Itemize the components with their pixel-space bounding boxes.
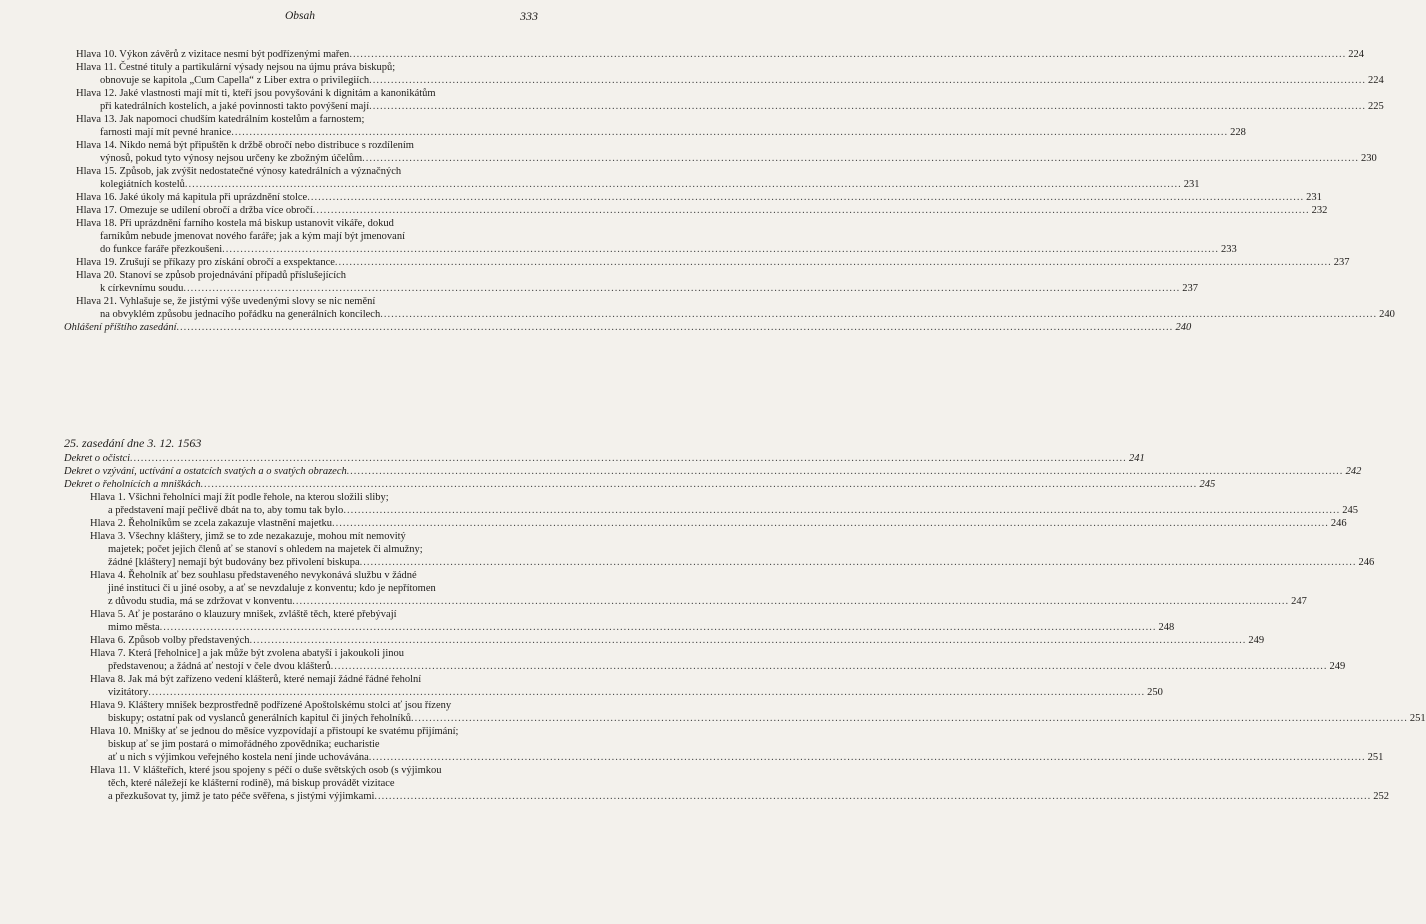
session-heading-date: dne 3. 12. 1563 bbox=[124, 436, 202, 450]
toc-entry-text: Hlava 7. Která [řeholnice] a jak může být zvolena abatyší i jakoukoli jinou bbox=[90, 648, 405, 659]
toc-entry-line bbox=[64, 308, 1395, 321]
page-number: 333 bbox=[520, 9, 538, 23]
toc-entry-line bbox=[64, 48, 1364, 61]
toc-page-number: 231 bbox=[1306, 192, 1322, 203]
toc-entry bbox=[64, 517, 1347, 530]
toc-page-number: 245 bbox=[1342, 505, 1358, 516]
toc-entry-text: a přezkušovat ty, jimž je tato péče svěřena, s jistými výjimkami bbox=[108, 791, 375, 802]
toc-page-number: 231 bbox=[1183, 179, 1200, 190]
toc-entry-text: vizitátory bbox=[108, 687, 149, 698]
toc-entry bbox=[64, 61, 1384, 87]
toc-entry bbox=[64, 530, 1375, 569]
toc-entry-line bbox=[64, 777, 548, 790]
dot-leader bbox=[374, 790, 1371, 803]
toc-entry-text: žádné [kláštery] nemají být budovány bez přivolení biskupa bbox=[108, 557, 360, 568]
toc-entry-text: Hlava 12. Jaké vlastnosti mají mít ti, kteří jsou povyšováni k dignitám a kanonikátům bbox=[76, 88, 436, 99]
toc-entry-text: Hlava 21. Vyhlašuje se, že jistými výše uvedenými slovy se nic nemění bbox=[76, 296, 376, 307]
toc-entry-text: při katedrálních kostelích, a jaké povinnosti takto povýšení mají bbox=[100, 101, 370, 112]
dot-leader bbox=[148, 686, 1145, 699]
dot-leader bbox=[343, 504, 1340, 517]
toc-entry bbox=[64, 321, 1192, 334]
toc-entry-text: Hlava 8. Jak má být zařízeno vedení klášterů, které nemají žádné řádné řeholní bbox=[90, 674, 422, 685]
toc-part2-entries bbox=[64, 452, 1426, 803]
toc-entry bbox=[64, 699, 1426, 725]
toc-page-number: 248 bbox=[1158, 622, 1175, 633]
toc-entry bbox=[64, 48, 1364, 61]
toc-entry-line bbox=[64, 100, 1384, 113]
dot-leader bbox=[185, 178, 1182, 191]
toc-entry-text: Hlava 10. Výkon závěrů z vizitace nesmí být podřízenými mařen bbox=[76, 49, 350, 60]
dot-leader bbox=[380, 308, 1377, 321]
toc-page-number: 250 bbox=[1147, 687, 1163, 698]
toc-page-number: 241 bbox=[1128, 453, 1145, 464]
toc-page-number: 247 bbox=[1291, 596, 1307, 607]
dot-leader bbox=[160, 621, 1157, 634]
toc-entry-text: výnosů, pokud tyto výnosy nejsou určeny ke zbožným účelům bbox=[100, 153, 363, 164]
toc-entry-text: do funkce faráře přezkoušeni bbox=[100, 244, 223, 255]
toc-entry bbox=[64, 87, 1384, 113]
running-header-title: Obsah bbox=[284, 10, 316, 22]
toc-entry-line bbox=[64, 204, 1328, 217]
toc-page-number: 252 bbox=[1373, 791, 1390, 802]
toc-entry-text: Hlava 5. Ať je postaráno o klauzury mnišek, zvláště těch, které přebývají bbox=[90, 609, 397, 620]
toc-entry-text: Hlava 18. Při uprázdnění farního kostela má biskup ustanovit vikáře, dokud bbox=[76, 218, 394, 229]
toc-entry-text: Hlava 2. Řeholníkům se zcela zakazuje vlastnění majetku bbox=[90, 518, 332, 529]
toc-entry bbox=[64, 465, 1362, 478]
toc-entry bbox=[64, 256, 1350, 269]
toc-entry-text: ať u nich s výjimkou veřejného kostela není jinde uchovávána bbox=[108, 752, 369, 763]
toc-entry-text: biskup ať se jim postará o mimořádného zpovědníka; eucharistie bbox=[108, 739, 380, 750]
toc-entry-text: Hlava 10. Mnišky ať se jednou do měsíce vyzpovídají a přistoupí ke svatému přijímání; bbox=[90, 726, 459, 737]
toc-page-number: 233 bbox=[1221, 244, 1237, 255]
toc-entry-line bbox=[64, 686, 1163, 699]
toc-entry-line bbox=[64, 126, 1246, 139]
toc-entry-line bbox=[64, 152, 1377, 165]
toc-entry-text: Hlava 20. Stanoví se způsob projednávání případů příslušejících bbox=[76, 270, 347, 281]
toc-entry-line bbox=[64, 569, 548, 582]
toc-entry-text: z důvodu studia, má se zdržovat v konventu bbox=[108, 596, 293, 607]
toc-entry bbox=[64, 725, 1384, 764]
toc-entry-line bbox=[64, 504, 1358, 517]
dot-leader bbox=[369, 751, 1366, 764]
toc-page-number: 224 bbox=[1368, 75, 1384, 86]
toc-entry bbox=[64, 269, 1199, 295]
toc-entry-line bbox=[64, 621, 1175, 634]
toc-page-number: 224 bbox=[1348, 49, 1364, 60]
toc-entry bbox=[64, 295, 1395, 321]
toc-page-number: 245 bbox=[1199, 479, 1216, 490]
dot-leader bbox=[332, 517, 1329, 530]
toc-page-number: 230 bbox=[1361, 153, 1377, 164]
toc-entry-line bbox=[64, 178, 1200, 191]
dot-leader bbox=[231, 126, 1228, 139]
dot-leader bbox=[201, 478, 1198, 491]
dot-leader bbox=[411, 712, 1408, 725]
toc-entry-text: Hlava 11. V klášteřích, které jsou spojeny s péčí o duše světských osob (s výjimkou bbox=[90, 765, 442, 776]
toc-page-number: 232 bbox=[1311, 205, 1328, 216]
toc-entry-line bbox=[64, 321, 1192, 334]
toc-page-number: 228 bbox=[1230, 127, 1246, 138]
toc-page-number: 237 bbox=[1182, 283, 1199, 294]
toc-entry-line bbox=[64, 673, 548, 686]
toc-entry-line bbox=[64, 764, 548, 777]
toc-entry bbox=[64, 569, 1307, 608]
toc-entry-text: k církevnímu soudu bbox=[100, 283, 184, 294]
toc-entry-text: Hlava 11. Čestné tituly a partikulární výsady nejsou na újmu práva biskupů; bbox=[76, 62, 396, 73]
toc-entry-text: Ohlášení příštího zasedání bbox=[64, 322, 177, 333]
dot-leader bbox=[369, 100, 1366, 113]
dot-leader bbox=[292, 595, 1289, 608]
toc-entry-line bbox=[64, 530, 548, 543]
toc-entry-line bbox=[64, 595, 1307, 608]
toc-entry-text: a představení mají pečlivě dbát na to, aby tomu tak bylo bbox=[108, 505, 344, 516]
toc-page-number: 242 bbox=[1345, 466, 1362, 477]
dot-leader bbox=[331, 660, 1328, 673]
toc-entry bbox=[64, 608, 1175, 634]
toc-entry-text: Hlava 17. Omezuje se udílení obročí a držba více obročí bbox=[76, 205, 313, 216]
toc-entry-text: jiné instituci či u jiné osoby, a ať se nevzdaluje z konventu; kdo je nepřítomen bbox=[108, 583, 436, 594]
toc-page-number: 240 bbox=[1379, 309, 1395, 320]
toc-entry-text: Hlava 1. Všichni řeholníci mají žít podle řehole, na kterou složili sliby; bbox=[90, 492, 389, 503]
toc-entry-line bbox=[64, 491, 548, 504]
toc-entry-text: Hlava 13. Jak napomoci chudším katedrálním kostelům a farnostem; bbox=[76, 114, 365, 125]
toc-entry-line bbox=[64, 517, 1347, 530]
toc-entry-text: mimo města bbox=[108, 622, 160, 633]
toc-entry-line bbox=[64, 282, 1199, 295]
toc-entry bbox=[64, 491, 1358, 517]
toc-entry-line bbox=[64, 243, 1237, 256]
toc-entry-text: představenou; a žádná ať nestojí v čele dvou klášterů bbox=[108, 661, 331, 672]
toc-entry-line bbox=[64, 465, 1362, 478]
toc-entry-line bbox=[64, 608, 548, 621]
dot-leader bbox=[335, 256, 1332, 269]
toc-entry-line bbox=[64, 230, 548, 243]
toc-page-number: 225 bbox=[1368, 101, 1384, 112]
dot-leader bbox=[177, 321, 1174, 334]
dot-leader bbox=[250, 634, 1247, 647]
toc-entry-text: Hlava 14. Nikdo nemá být připuštěn k držbě obročí nebo distribuce s rozdílením bbox=[76, 140, 414, 151]
toc-entry-text: Dekret o řeholnících a mniškách bbox=[64, 479, 201, 490]
toc-entry-text: kolegiátních kostelů bbox=[100, 179, 185, 190]
toc-entry-text: Hlava 15. Způsob, jak zvýšit nedostatečné výnosy katedrálních a význačných bbox=[76, 166, 402, 177]
toc-part1 bbox=[64, 48, 1395, 334]
toc-entry-line bbox=[64, 660, 1346, 673]
dot-leader bbox=[349, 48, 1346, 61]
toc-entry-line bbox=[64, 556, 1375, 569]
toc-entry-text: majetek; počet jejich členů ať se stanoví s ohledem na majetek či almužny; bbox=[108, 544, 423, 555]
toc-page-number: 251 bbox=[1409, 713, 1426, 724]
toc-entry-text: Hlava 16. Jaké úkoly má kapitula při uprázdnění stolce bbox=[76, 192, 308, 203]
toc-entry-line bbox=[64, 478, 1216, 491]
toc-entry-line bbox=[64, 295, 548, 308]
toc-entry-line bbox=[64, 725, 548, 738]
session-heading-number: 25. zasedání bbox=[64, 436, 124, 450]
toc-entry-line bbox=[64, 647, 548, 660]
toc-entry-line bbox=[64, 712, 1426, 725]
toc-entry-line bbox=[64, 582, 548, 595]
toc-page-number: 246 bbox=[1358, 557, 1375, 568]
toc-page-number: 249 bbox=[1329, 661, 1346, 672]
toc-page-number: 240 bbox=[1175, 322, 1192, 333]
toc-entry-text: Hlava 19. Zrušují se příkazy pro získání obročí a exspektance bbox=[76, 257, 335, 268]
toc-entry bbox=[64, 673, 1163, 699]
dot-leader bbox=[347, 465, 1344, 478]
dot-leader bbox=[222, 243, 1219, 256]
dot-leader bbox=[369, 74, 1366, 87]
toc-entry-line bbox=[64, 165, 548, 178]
toc-page-number: 251 bbox=[1367, 752, 1384, 763]
toc-entry-line bbox=[64, 738, 548, 751]
toc-entry bbox=[64, 165, 1200, 191]
toc-entry-text: Hlava 6. Způsob volby představených bbox=[90, 635, 250, 646]
toc-entry bbox=[64, 204, 1328, 217]
toc-entry-text: farníkům nebude jmenovat nového faráře; jak a kým mají být jmenovaní bbox=[100, 231, 405, 242]
toc-entry-line bbox=[64, 61, 548, 74]
toc-entry-text: na obvyklém způsobu jednacího pořádku na generálních koncilech bbox=[100, 309, 381, 320]
toc-entry bbox=[64, 191, 1322, 204]
dot-leader bbox=[360, 556, 1357, 569]
toc-entry-text: Dekret o vzývání, uctívání a ostatcích svatých a o svatých obrazech bbox=[64, 466, 347, 477]
toc-entry-line bbox=[64, 217, 548, 230]
toc-entry-line bbox=[64, 269, 548, 282]
toc-entry bbox=[64, 113, 1246, 139]
dot-leader bbox=[130, 452, 1127, 465]
toc-entry-line bbox=[64, 87, 548, 100]
dot-leader bbox=[307, 191, 1304, 204]
toc-entry bbox=[64, 478, 1216, 491]
toc-entry-text: farnosti mají mít pevné hranice bbox=[100, 127, 232, 138]
toc-entry-line bbox=[64, 634, 1265, 647]
dot-leader bbox=[313, 204, 1310, 217]
dot-leader bbox=[362, 152, 1359, 165]
toc-entry bbox=[64, 647, 1346, 673]
toc-entry bbox=[64, 634, 1265, 647]
toc-entry-text: obnovuje se kapitola „Cum Capella“ z Liber extra o privilegiích bbox=[100, 75, 370, 86]
toc-entry-line bbox=[64, 751, 1384, 764]
toc-entry-line bbox=[64, 113, 548, 126]
toc-page-number: 246 bbox=[1330, 518, 1347, 529]
toc-page-number: 237 bbox=[1333, 257, 1350, 268]
toc-entry bbox=[64, 217, 1237, 256]
toc-entry-text: Hlava 4. Řeholník ať bez souhlasu představeného nevykonává službu v žádné bbox=[90, 570, 417, 581]
session-heading bbox=[64, 436, 548, 451]
toc-entry-line bbox=[64, 452, 1145, 465]
toc-entry-text: Hlava 3. Všechny kláštery, jimž se to zde nezakazuje, mohou mít nemovitý bbox=[90, 531, 406, 542]
toc-entry-text: Hlava 9. Kláštery mnišek bezprostředně podřízené Apoštolskému stolci ať jsou řízeny bbox=[90, 700, 452, 711]
dot-leader bbox=[183, 282, 1180, 295]
toc-entry bbox=[64, 764, 1390, 803]
toc-entry-line bbox=[64, 543, 548, 556]
toc-entry-text: biskupy; ostatní pak od vyslanců generálních kapitul či jiných řeholníků bbox=[108, 713, 411, 724]
toc-part2 bbox=[64, 422, 1426, 803]
toc-entry-line bbox=[64, 256, 1350, 269]
toc-entry-line bbox=[64, 74, 1384, 87]
toc-entry bbox=[64, 139, 1377, 165]
toc-page-number: 249 bbox=[1248, 635, 1265, 646]
toc-entry-line bbox=[64, 699, 548, 712]
toc-entry-line bbox=[64, 139, 548, 152]
toc-entry-text: Dekret o očistci bbox=[64, 453, 131, 464]
toc-entry-line bbox=[64, 790, 1390, 803]
toc-entry-line bbox=[64, 191, 1322, 204]
toc-entry-text: těch, které náležejí ke klášterní rodině), má biskup provádět vizitace bbox=[108, 778, 395, 789]
toc-entry bbox=[64, 452, 1145, 465]
